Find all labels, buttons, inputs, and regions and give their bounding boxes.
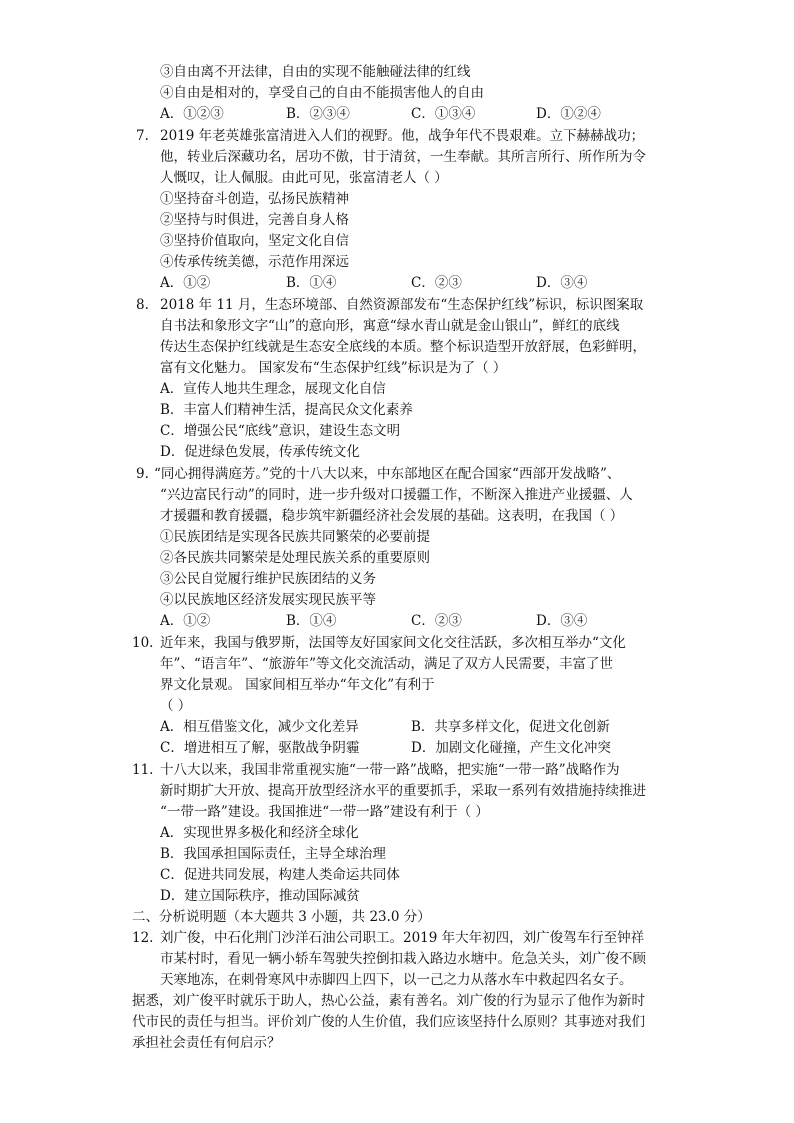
- q12-stem-line: 刘广俊，中石化荆门沙洋石油公司职工。2019 年大年初四，刘广俊驾车行至钟祥: [160, 930, 645, 946]
- q6-option-a: A．①②③: [160, 106, 224, 122]
- q7-option-a: A．①②: [160, 275, 211, 291]
- q6-statement-3: ③自由离不开法律，自由的实现不能触碰法律的红线: [160, 64, 471, 80]
- q10-option-c: C．增进相互了解，驱散战争阴霾: [160, 740, 360, 756]
- q7-option-c: C．②③: [411, 275, 462, 291]
- q11-option-b: B．我国承担国际责任，主导全球治理: [160, 846, 386, 862]
- q9-option-b: B．①④: [286, 613, 337, 629]
- q12-number: 12.: [132, 930, 154, 946]
- q7-number: 7.: [136, 128, 149, 144]
- q11-option-c: C．促进共同发展，构建人类命运共同体: [160, 867, 400, 883]
- q7-statement-4: ④传承传统美德，示范作用深远: [160, 254, 349, 270]
- q7-statement-3: ③坚持价值取向，坚定文化自信: [160, 233, 349, 249]
- q8-option-b: B．丰富人们精神生活，提高民众文化素养: [160, 402, 413, 418]
- q9-statement-4: ④以民族地区经济发展实现民族平等: [160, 592, 376, 608]
- q9-stem-line: 才援疆和教育援疆，稳步筑牢新疆经济社会发展的基础。这表明，在我国（ ）: [160, 508, 624, 524]
- q9-option-a: A．①②: [160, 613, 211, 629]
- q9-stem-line: “同心拥得满庭芳。”党的十八大以来，中东部地区在配合国家“西部开发战略”、: [154, 466, 621, 482]
- q10-stem-line: 年”、“语言年”、“旅游年”等文化交流活动，满足了双方人民需要，丰富了世: [160, 656, 614, 672]
- q8-stem-line: 传达生态保护红线就是生态安全底线的本质。整个标识造型开放舒展，色彩鲜明，: [160, 339, 646, 355]
- q10-option-a: A．相互借鉴文化，减少文化差异: [160, 719, 359, 735]
- q6-option-c: C．①③④: [411, 106, 476, 122]
- q9-statement-2: ②各民族共同繁荣是处理民族关系的重要原则: [160, 550, 430, 566]
- q10-option-b: B．共享多样文化，促进文化创新: [411, 719, 610, 735]
- q6-option-b: B．②③④: [286, 106, 350, 122]
- q7-stem-line: 2019 年老英雄张富清进入人们的视野。他，战争年代不畏艰难。立下赫赫战功；: [160, 128, 645, 144]
- q9-statement-3: ③公民自觉履行维护民族团结的义务: [160, 571, 376, 587]
- q7-stem-line: 人慨叹，让人佩服。由此可见，张富清老人（ ）: [160, 170, 448, 186]
- q8-option-c: C．增强公民“底线”意识，建设生态文明: [160, 423, 401, 439]
- section-heading: 二、分析说明题（本大题共 3 小题，共 23.0 分）: [132, 909, 431, 925]
- q12-stem-line: 据悉，刘广俊平时就乐于助人，热心公益，素有善名。刘广俊的行为显示了他作为新时: [132, 993, 645, 1009]
- q12-stem-line: 代市民的责任与担当。评价刘广俊的人生价值，我们应该坚持什么原则？其事迹对我们: [132, 1014, 645, 1030]
- q11-stem-line: 十八大以来，我国非常重视实施“一带一路”战略，把实施“一带一路”战略作为: [160, 762, 620, 778]
- q6-option-d: D．①②④: [536, 106, 601, 122]
- q11-option-d: D．建立国际秩序，推动国际减贫: [160, 888, 360, 904]
- q7-stem-line: 他，转业后深藏功名，居功不傲，甘于清贫，一生奉献。其所言所行、所作所为令: [160, 149, 646, 165]
- q6-statement-4: ④自由是相对的，享受自己的自由不能损害他人的自由: [160, 85, 484, 101]
- q10-number: 10.: [132, 635, 154, 651]
- q8-stem-line: 富有文化魅力。 国家发布“生态保护红线”标识是为了（ ）: [160, 360, 507, 376]
- q8-option-a: A．宣传人地共生理念，展现文化自信: [160, 381, 386, 397]
- q11-option-a: A．实现世界多极化和经济全球化: [160, 825, 359, 841]
- q7-statement-1: ①坚持奋斗创造，弘扬民族精神: [160, 191, 349, 207]
- q12-stem-line: 天寒地冻，在刺骨寒风中赤脚四上四下，以一己之力从落水车中救起四名女子。: [160, 972, 633, 988]
- q8-number: 8.: [136, 297, 149, 313]
- q8-stem-line: 自书法和象形文字“山”的意向形，寓意“绿水青山就是金山银山”，鲜红的底线: [160, 318, 620, 334]
- q9-stem-line: “兴边富民行动”的同时，进一步升级对口援疆工作，不断深入推进产业援疆、人: [160, 487, 633, 503]
- q12-stem-line: 承担社会责任有何启示？: [132, 1035, 281, 1051]
- q11-stem-line: “一带一路”建设。我国推进“一带一路”建设有利于（ ）: [160, 804, 489, 820]
- q9-statement-1: ①民族团结是实现各民族共同繁荣的必要前提: [160, 529, 430, 545]
- q9-option-d: D．③④: [536, 613, 588, 629]
- q7-option-d: D．③④: [536, 275, 588, 291]
- q11-number: 11.: [132, 762, 154, 778]
- q7-statement-2: ②坚持与时俱进，完善自身人格: [160, 212, 349, 228]
- q10-option-d: D．加剧文化碰撞，产生文化冲突: [411, 740, 611, 756]
- q10-stem-line: 近年来，我国与俄罗斯，法国等友好国家间文化交往活跃，多次相互举办“文化: [160, 635, 626, 651]
- q9-option-c: C．②③: [411, 613, 462, 629]
- q7-option-b: B．①④: [286, 275, 337, 291]
- q10-stem-line: 界文化景观。 国家间相互举办“年文化”有利于: [160, 677, 435, 693]
- q11-stem-line: 新时期扩大开放、提高开放型经济水平的重要抓手，采取一系列有效措施持续推进: [160, 783, 646, 799]
- q10-answer-paren: （ ）: [160, 698, 192, 714]
- q9-number: 9.: [136, 466, 149, 482]
- q12-stem-line: 市某村时，看见一辆小轿车驾驶失控倒扣栽入路边水塘中。危急关头，刘广俊不顾: [160, 951, 646, 967]
- q8-stem-line: 2018 年 11 月，生态环境部、自然资源部发布“生态保护红线”标识，标识图案取: [160, 297, 644, 313]
- q8-option-d: D．促进绿色发展，传承传统文化: [160, 444, 360, 460]
